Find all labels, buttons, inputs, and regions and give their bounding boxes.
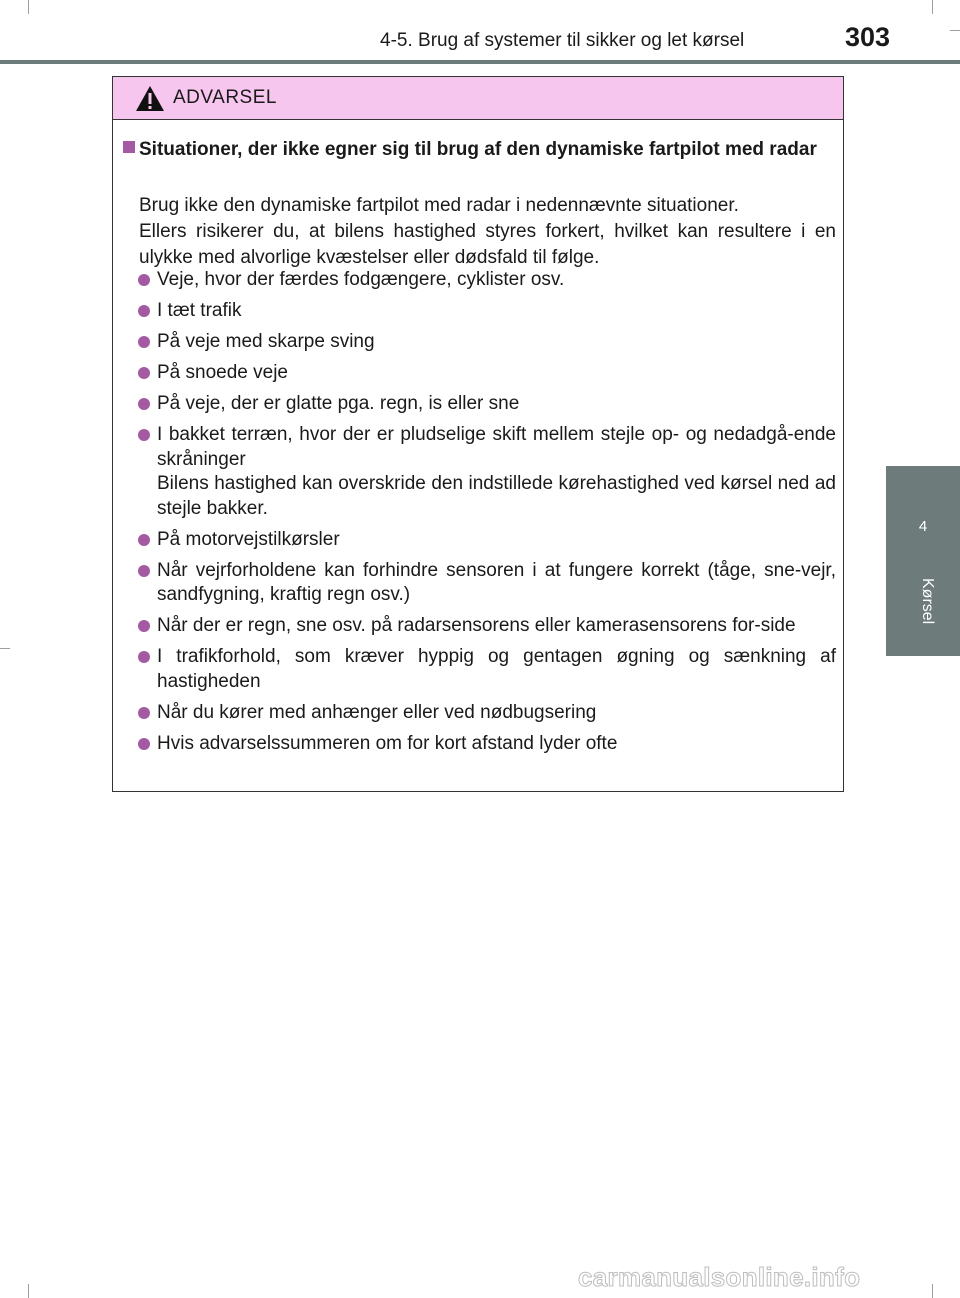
bullet-dot-icon	[138, 336, 150, 348]
chapter-title: Kørsel	[919, 578, 936, 625]
bullet-dot-icon	[138, 534, 150, 546]
page-number: 303	[844, 22, 890, 52]
list-item-note: Bilens hastighed kan overskride den indstillede kørehastighed ved kørsel ned ad stejle bakker.	[157, 473, 836, 519]
list-item-text: I bakket terræn, hvor der er pludselige skift mellem stejle op- og nedadgå-ende skråninger	[157, 424, 836, 470]
header-rule	[0, 60, 960, 64]
warning-box	[112, 76, 844, 792]
list-item	[137, 392, 836, 417]
crop-mark-left-mid	[0, 648, 10, 649]
warning-intro	[139, 193, 836, 271]
chapter-tab	[886, 466, 960, 656]
square-bullet-icon	[123, 141, 135, 153]
list-item-text: Når vejrforholdene kan forhindre sensoren i at fungere korrekt (tåge, sne-vejr, sandfygning, kraftig regn osv.)	[157, 559, 836, 605]
bullet-dot-icon	[138, 620, 150, 632]
chapter-number: 4	[918, 518, 928, 535]
bullet-dot-icon	[138, 738, 150, 750]
list-item	[137, 330, 836, 355]
warning-heading-text: Situationer, der ikke egner sig til brug af den dynamiske fartpilot med radar	[139, 139, 817, 160]
watermark-text: carmanualsonline.info	[578, 1262, 861, 1292]
warning-triangle-icon	[135, 85, 165, 112]
list-item	[137, 614, 836, 639]
bullet-dot-icon	[138, 565, 150, 577]
list-item-text: Når der er regn, sne osv. på radarsensorens eller kamerasensorens for-side	[157, 615, 796, 636]
situation-list	[137, 268, 836, 763]
watermark	[578, 1262, 938, 1292]
bullet-dot-icon	[138, 367, 150, 379]
list-item	[137, 559, 836, 608]
list-item	[137, 361, 836, 386]
list-item	[137, 645, 836, 694]
list-item	[137, 423, 836, 521]
list-item	[137, 268, 836, 293]
intro-paragraph: Ellers risikerer du, at bilens hastighed styres forkert, hvilket kan resultere i en ulykke med alvorlige kvæstelser eller dødsfald til følge.	[139, 221, 836, 268]
section-title: 4-5. Brug af systemer til sikker og let kørsel	[380, 30, 745, 51]
list-item-text: Hvis advarselssummeren om for kort afstand lyder ofte	[157, 732, 618, 754]
list-item-text: Veje, hvor der færdes fodgængere, cyklister osv.	[157, 269, 565, 290]
crop-mark-top-left	[28, 0, 29, 14]
list-item	[137, 701, 836, 726]
list-item-text: Når du kører med anhænger eller ved nødbugsering	[157, 701, 597, 723]
list-item	[137, 299, 836, 324]
crop-mark-top-right	[932, 0, 933, 14]
list-item-text: På veje med skarpe sving	[157, 331, 375, 352]
bullet-dot-icon	[138, 274, 150, 286]
warning-header	[113, 77, 843, 120]
list-item	[137, 732, 836, 757]
warning-heading	[123, 137, 837, 162]
list-item-text: På veje, der er glatte pga. regn, is eller sne	[157, 393, 520, 414]
warning-label: ADVARSEL	[173, 87, 277, 108]
list-item-text: I tæt trafik	[157, 300, 242, 321]
bullet-dot-icon	[138, 429, 150, 441]
list-item	[137, 528, 836, 553]
crop-mark-bottom-left	[28, 1284, 29, 1298]
bullet-dot-icon	[138, 651, 150, 663]
list-item-text: I trafikforhold, som kræver hyppig og gentagen øgning og sænkning af hastigheden	[157, 646, 836, 692]
bullet-dot-icon	[138, 398, 150, 410]
intro-line: Brug ikke den dynamiske fartpilot med radar i nedennævnte situationer.	[139, 195, 739, 216]
list-item-text: På snoede veje	[157, 362, 288, 383]
list-item-text: På motorvejstilkørsler	[157, 528, 340, 550]
bullet-dot-icon	[138, 707, 150, 719]
crop-mark-right-upper	[950, 30, 960, 31]
bullet-dot-icon	[138, 305, 150, 317]
